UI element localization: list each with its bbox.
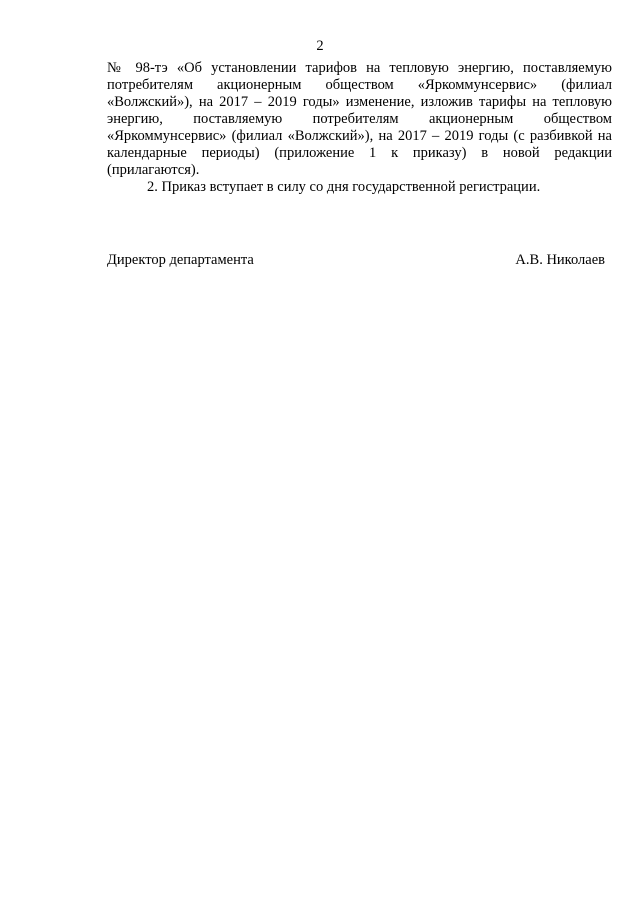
page-number: 2 bbox=[316, 38, 324, 54]
signatory-name: А.В. Николаев bbox=[515, 252, 605, 268]
signatory-position: Директор департамента bbox=[107, 252, 254, 268]
document-body bbox=[107, 60, 612, 196]
paragraph-amendment: № 98-тэ «Об установлении тарифов на тепловую энергию, поставляемую потребителям акционерным обществом «Яркоммунсервис» (филиал «Волжский»), на 2017 – 2019 годы» изменение, изложив тарифы на тепловую энергию, поставляемую потребителям акционерным обществом «Яркоммунсервис» (филиал «Волжский»), на 2017 – 2019 годы (с разбивкой на календарные периоды) (приложение 1 к приказу) в новой редакции (прилагаются). bbox=[107, 60, 612, 178]
paragraph-effective-date: 2. Приказ вступает в силу со дня государственной регистрации. bbox=[147, 179, 541, 195]
signature-block bbox=[107, 252, 605, 269]
